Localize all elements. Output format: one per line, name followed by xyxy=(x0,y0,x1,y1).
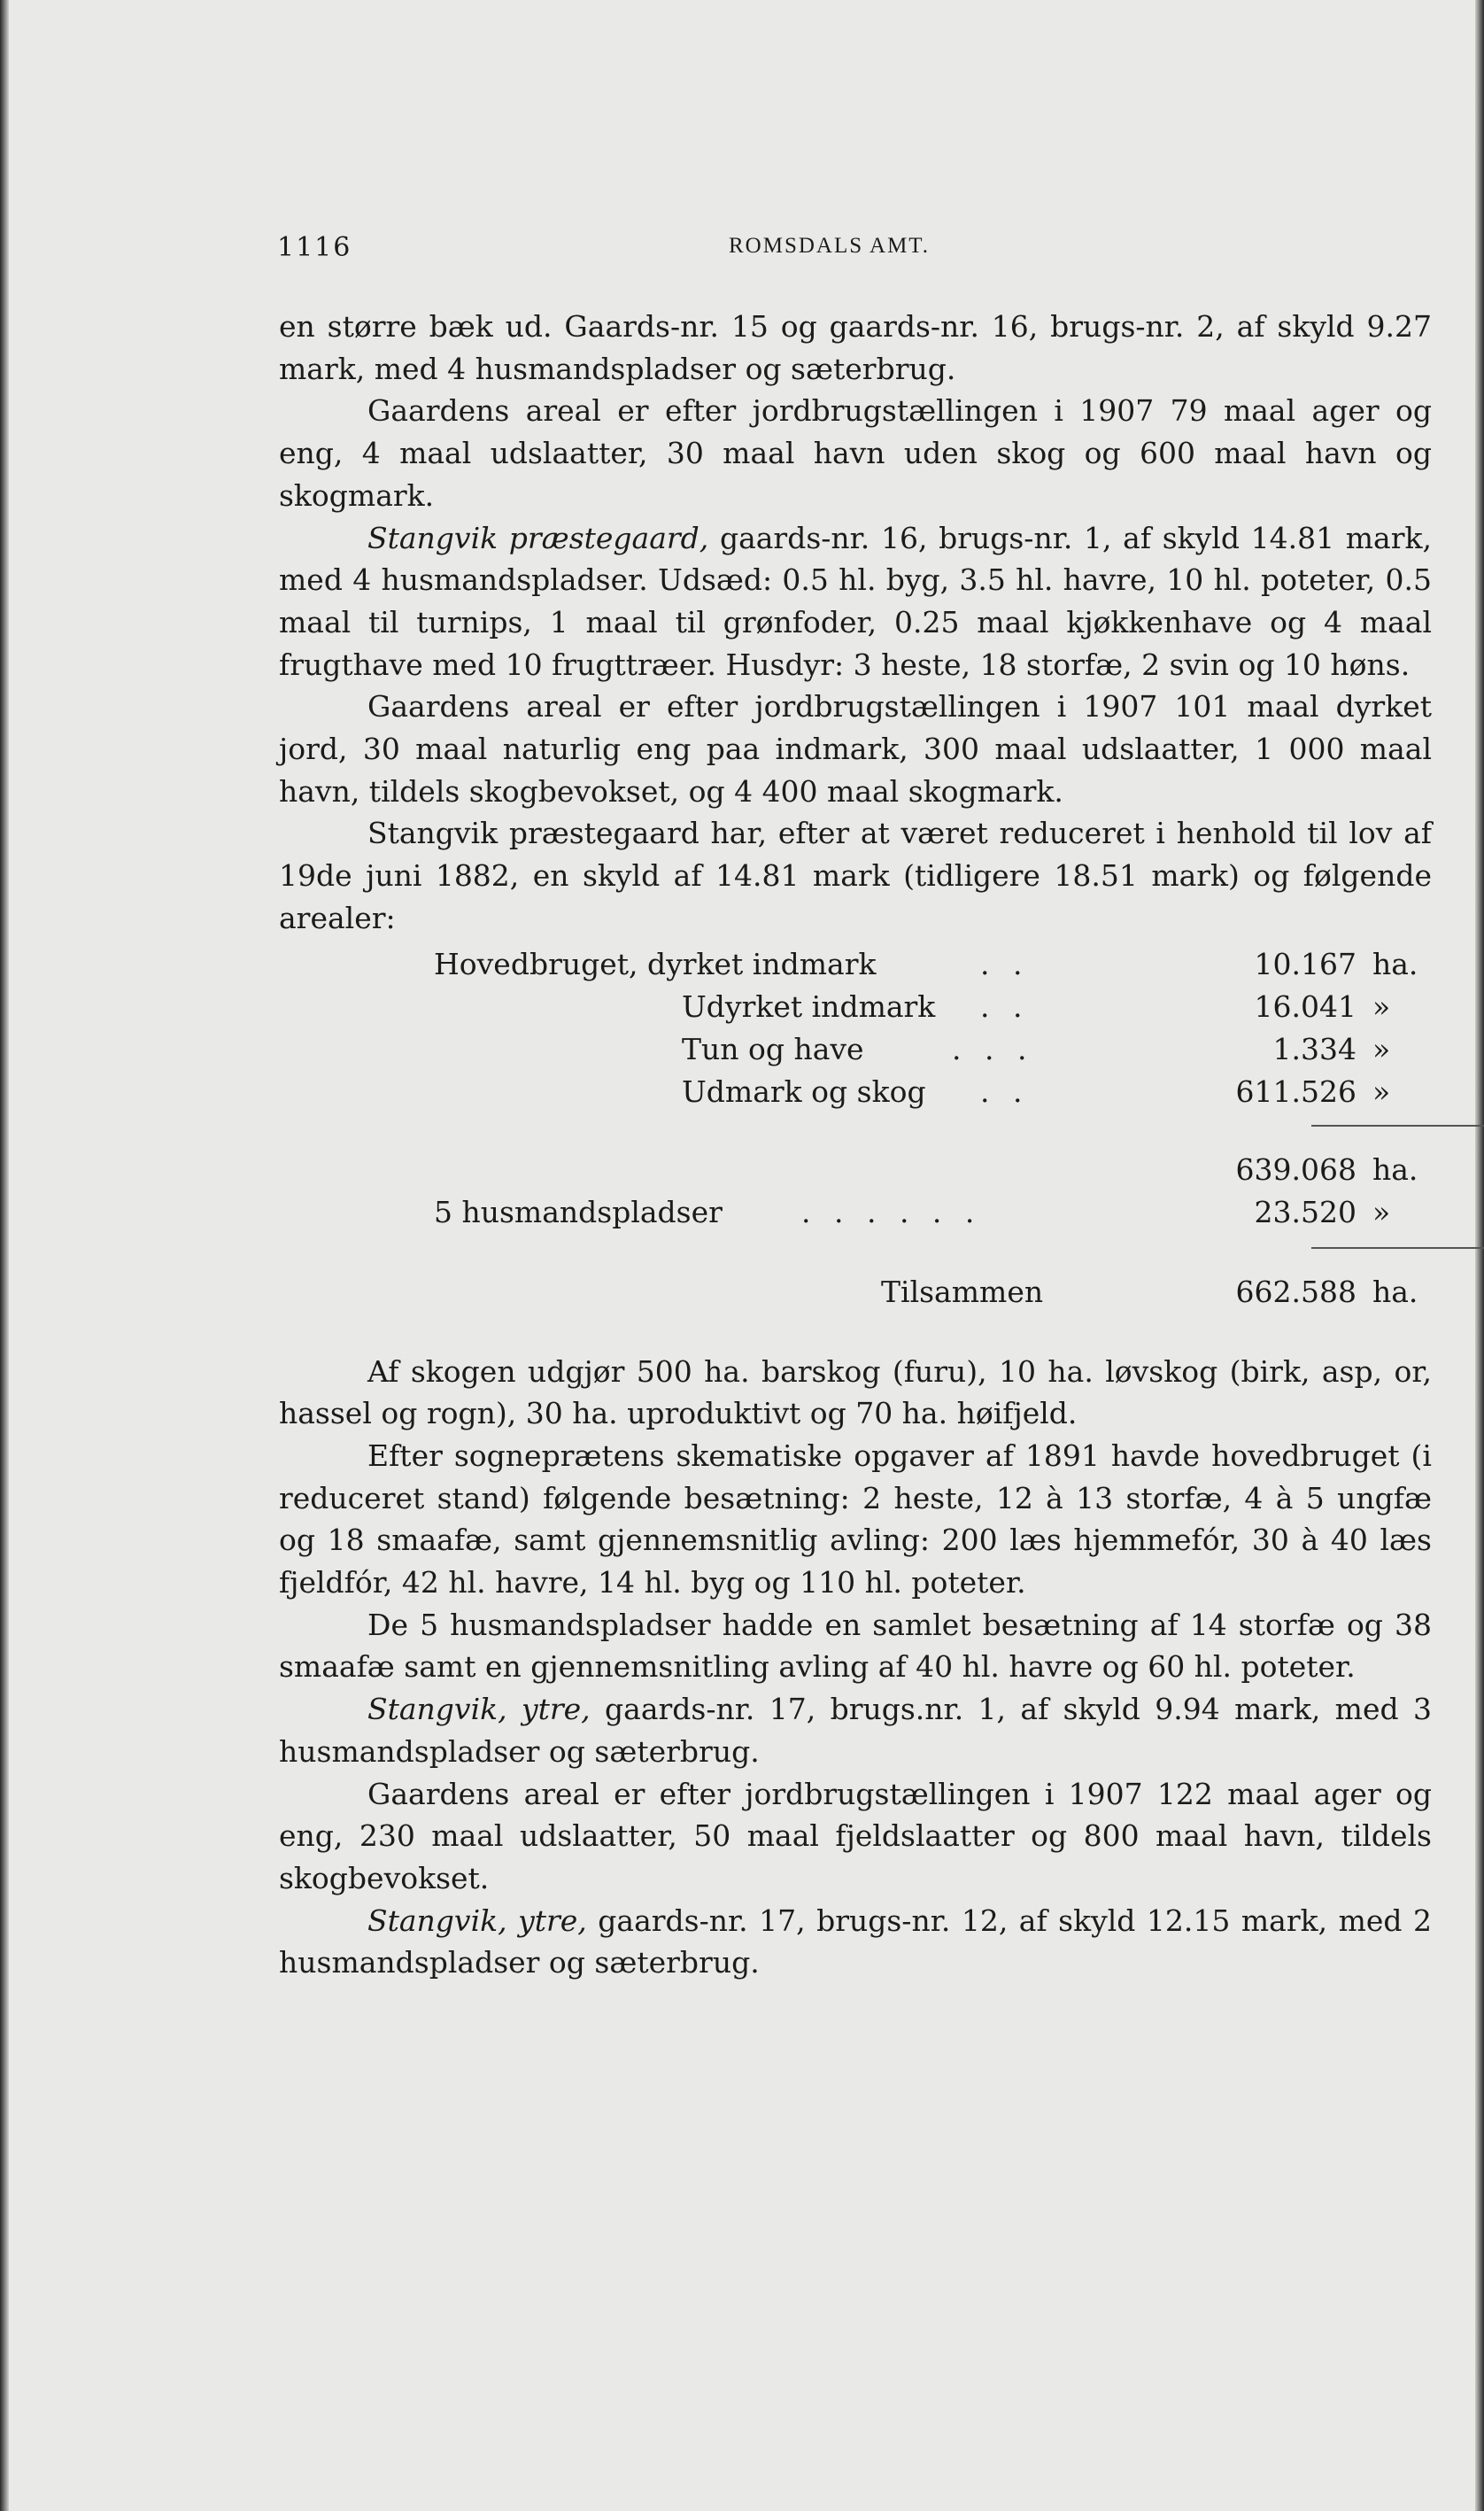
total-value: 662.588 xyxy=(1235,1274,1356,1309)
total-rule xyxy=(1311,1247,1484,1249)
row-unit: ha. xyxy=(1372,946,1418,981)
total-label: Tilsammen xyxy=(881,1274,1044,1309)
paragraph-text: Efter sogneprætens skematiske opgaver af 1891 havde hovedbruget (i reduceret stand) følgende besætning: 2 heste, 12 à 13 storfæ, 4 à 5 ungfæ og 18 smaafæ, samt gjennemsnitlig avling: 200 læs hjemmefór, 30 à 40 læs fjeldfór, 42 hl. havre, 14 hl. byg og 110 hl. poteter. xyxy=(279,1438,1432,1600)
paragraph-text: Gaardens areal er efter jordbrugstællingen i 1907 101 maal dyrket jord, 30 maal naturlig eng paa indmark, 300 maal udslaatter, 1 000 maal havn, tildels skogbevokset, og 4 400 maal skogmark. xyxy=(279,689,1432,809)
paragraph-text: gaards-nr. 17, brugs.nr. 1, af skyld 9.94 mark, med 3 husmandspladser og sæterbrug. xyxy=(279,1692,1432,1769)
paragraphs-after-table xyxy=(279,1351,1432,1985)
area-table xyxy=(279,943,1432,1342)
husmand-label: 5 husmandspladser xyxy=(434,1194,723,1229)
paragraph-text: Gaardens areal er efter jordbrugstællingen i 1907 79 maal ager og eng, 4 maal udslaatter, 30 maal havn uden skog og 600 maal havn og skogmark. xyxy=(279,393,1432,513)
table-row xyxy=(279,1028,1432,1071)
paragraph xyxy=(279,1688,1432,1772)
paragraph-text: Stangvik præstegaard har, efter at været reduceret i henhold til lov af 19de juni 1882, en skyld af 14.81 mark (tidligere 18.51 mark) og følgende arealer: xyxy=(279,816,1432,935)
italic-farm-name: Stangvik præstegaard, xyxy=(367,520,709,555)
paragraph xyxy=(279,1351,1432,1435)
paragraph xyxy=(279,1773,1432,1900)
paragraph xyxy=(279,1604,1432,1688)
row-unit: » xyxy=(1372,1073,1391,1109)
paragraph xyxy=(279,686,1432,812)
paragraph-text: Af skogen udgjør 500 ha. barskog (furu), 10 ha. løvskog (birk, asp, or, hassel og rogn), 30 ha. uproduktivt og 70 ha. høifjeld. xyxy=(279,1353,1432,1431)
row-leader-dots: . . xyxy=(980,988,1030,1024)
subtotal-value: 639.068 xyxy=(1235,1151,1356,1187)
row-label: Hovedbruget, dyrket indmark xyxy=(434,946,877,981)
page-body xyxy=(279,306,1432,1984)
running-title: ROMSDALS AMT. xyxy=(729,234,930,258)
row-leader-dots: . . xyxy=(980,1073,1030,1109)
husmand-value: 23.520 xyxy=(1254,1194,1356,1229)
husmand-row xyxy=(279,1191,1432,1234)
page-header xyxy=(277,232,1428,267)
paragraph-text: Gaardens areal er efter jordbrugstællingen i 1907 122 maal ager og eng, 230 maal udslaatter, 50 maal fjeldslaatter og 800 maal havn, tildels skogbevokset. xyxy=(279,1776,1432,1895)
total-row xyxy=(279,1271,1432,1314)
total-unit: ha. xyxy=(1372,1274,1418,1309)
row-label: Tun og have xyxy=(682,1031,864,1066)
row-value: 10.167 xyxy=(1254,946,1356,981)
paragraphs-before-table xyxy=(279,306,1432,940)
row-value: 16.041 xyxy=(1254,988,1356,1024)
row-leader-dots: . . . xyxy=(952,1031,1034,1066)
row-label: Udmark og skog xyxy=(682,1073,926,1109)
paragraph xyxy=(279,517,1432,686)
paragraph xyxy=(279,390,1432,516)
italic-farm-name: Stangvik, ytre, xyxy=(367,1903,587,1938)
paragraph xyxy=(279,1900,1432,1984)
husmand-leader-dots: . . . . . . xyxy=(801,1194,982,1229)
paragraph-text: en større bæk ud. Gaards-nr. 15 og gaards-nr. 16, brugs-nr. 2, af skyld 9.27 mark, med 4 husmandspladser og sæterbrug. xyxy=(279,309,1432,386)
paragraph-text: gaards-nr. 16, brugs-nr. 1, af skyld 14.81 mark, med 4 husmandspladser. Udsæd: 0.5 hl. byg, 3.5 hl. havre, 10 hl. poteter, 0.5 maal til turnips, 1 maal til grønfoder, 0.25 maal kjøkkenhave og 4 maal frugthave med 10 frugttræer. Husdyr: 3 heste, 18 storfæ, 2 svin og 10 høns. xyxy=(279,520,1432,682)
row-leader-dots: . . xyxy=(980,946,1030,981)
row-value: 611.526 xyxy=(1235,1073,1356,1109)
paragraph-text: De 5 husmandspladser hadde en samlet besætning af 14 storfæ og 38 smaafæ samt en gjennemsnitling avling af 40 hl. havre og 60 hl. poteter. xyxy=(279,1607,1432,1685)
row-label: Udyrket indmark xyxy=(682,988,936,1024)
page-number: 1116 xyxy=(277,232,352,263)
italic-farm-name: Stangvik, ytre, xyxy=(367,1692,591,1727)
table-row xyxy=(279,986,1432,1028)
scan-edge-right xyxy=(1475,0,1484,2511)
paragraph xyxy=(279,306,1432,390)
scan-edge-left xyxy=(0,0,9,2511)
subtotal-rule xyxy=(1311,1125,1484,1127)
subtotal-unit: ha. xyxy=(1372,1151,1418,1187)
table-row xyxy=(279,943,1432,986)
row-value: 1.334 xyxy=(1272,1031,1356,1066)
table-row xyxy=(279,1071,1432,1113)
paragraph-text: gaards-nr. 17, brugs-nr. 12, af skyld 12.15 mark, med 2 husmandspladser og sæterbrug. xyxy=(279,1903,1433,1980)
paragraph xyxy=(279,812,1432,939)
husmand-unit: » xyxy=(1372,1194,1391,1229)
paragraph xyxy=(279,1435,1432,1604)
row-unit: » xyxy=(1372,988,1391,1024)
subtotal-row xyxy=(279,1149,1432,1191)
row-unit: » xyxy=(1372,1031,1391,1066)
